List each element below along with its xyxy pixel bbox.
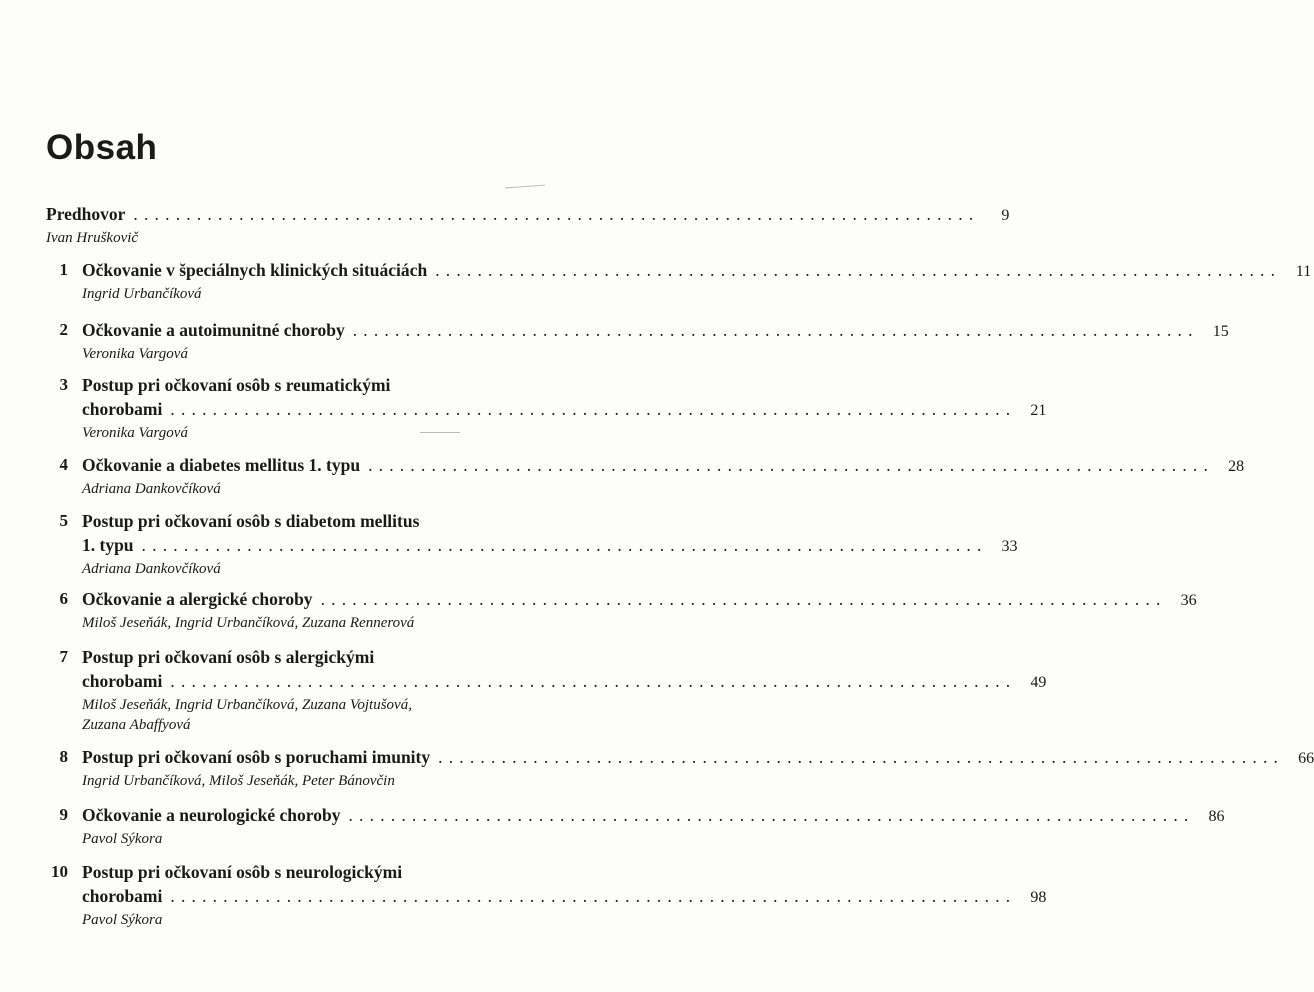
chapter-title[interactable]: Postup pri očkovaní osôb s diabetom mellitus (82, 511, 420, 531)
chapter-authors: Ingrid Urbančíková (82, 286, 202, 302)
chapter-title[interactable]: Očkovanie v špeciálnych klinických situáciách (82, 260, 428, 280)
chapter-authors: Ingrid Urbančíková, Miloš Jeseňák, Peter Bánovčin (82, 773, 395, 789)
chapter-title[interactable]: 1. typu (82, 535, 134, 555)
chapter-title[interactable]: Postup pri očkovaní osôb s neurologickými (82, 862, 403, 882)
leader-dots: ................................................................................ (435, 260, 1282, 280)
chapter-authors: Ivan Hruškovič (46, 230, 139, 246)
chapter-authors: Veronika Vargová (82, 425, 188, 441)
page-number[interactable]: 33 (1001, 538, 1018, 555)
leader-dots: ................................................................................ (133, 204, 980, 224)
page-number[interactable]: 36 (1180, 592, 1197, 609)
page-number[interactable]: 11 (1295, 263, 1312, 280)
leader-dots: ................................................................................ (348, 805, 1195, 825)
leader-dots: ................................................................................ (368, 455, 1215, 475)
chapter-authors: Zuzana Abaffyová (82, 717, 191, 733)
page-number[interactable]: 66 (1298, 750, 1314, 767)
chapter-title[interactable]: Očkovanie a alergické choroby (82, 589, 313, 609)
chapter-number: 6 (59, 589, 68, 608)
chapter-authors: Pavol Sýkora (82, 912, 163, 928)
page-number[interactable]: 28 (1228, 458, 1245, 475)
chapter-title[interactable]: chorobami (82, 671, 163, 691)
chapter-title[interactable]: Očkovanie a diabetes mellitus 1. typu (82, 455, 361, 475)
chapter-number: 5 (59, 511, 68, 530)
chapter-title[interactable]: Postup pri očkovaní osôb s reumatickými (82, 375, 391, 395)
chapter-authors: Adriana Dankovčíková (82, 561, 221, 577)
chapter-title[interactable]: chorobami (82, 399, 163, 419)
scan-mark (505, 185, 545, 189)
chapter-number: 8 (59, 747, 68, 766)
page-number[interactable]: 98 (1030, 889, 1047, 906)
chapter-authors: Miloš Jeseňák, Ingrid Urbančíková, Zuzana Rennerová (82, 615, 415, 631)
leader-dots: ................................................................................ (170, 399, 1017, 419)
chapter-title[interactable]: Postup pri očkovaní osôb s poruchami imunity (82, 747, 431, 767)
chapter-number: 2 (59, 320, 68, 339)
leader-dots: ................................................................................ (438, 747, 1285, 767)
chapter-authors: Miloš Jeseňák, Ingrid Urbančíková, Zuzana Vojtušová, (82, 697, 412, 713)
chapter-title[interactable]: Očkovanie a neurologické choroby (82, 805, 341, 825)
chapter-number: 7 (59, 647, 68, 666)
chapter-number: 3 (59, 375, 68, 394)
chapter-number: 9 (59, 805, 68, 824)
chapter-title[interactable]: Očkovanie a autoimunitné choroby (82, 320, 345, 340)
leader-dots: ................................................................................ (320, 589, 1167, 609)
leader-dots: ................................................................................ (352, 320, 1199, 340)
leader-dots: ................................................................................ (141, 535, 988, 555)
page-number[interactable]: 9 (1001, 207, 1010, 224)
page-title: Obsah (46, 128, 158, 167)
chapter-authors: Pavol Sýkora (82, 831, 163, 847)
chapter-title[interactable]: Predhovor (46, 204, 126, 224)
leader-dots: ................................................................................ (170, 671, 1017, 691)
page-number[interactable]: 15 (1212, 323, 1229, 340)
chapter-authors: Veronika Vargová (82, 346, 188, 362)
leader-dots: ................................................................................ (170, 886, 1017, 906)
chapter-authors: Adriana Dankovčíková (82, 481, 221, 497)
page-number[interactable]: 49 (1030, 674, 1047, 691)
chapter-title[interactable]: Postup pri očkovaní osôb s alergickými (82, 647, 375, 667)
chapter-number: 4 (59, 455, 68, 474)
chapter-title[interactable]: chorobami (82, 886, 163, 906)
page-number[interactable]: 86 (1208, 808, 1225, 825)
chapter-number: 1 (59, 260, 68, 279)
page-number[interactable]: 21 (1030, 402, 1047, 419)
chapter-number: 10 (51, 862, 68, 881)
